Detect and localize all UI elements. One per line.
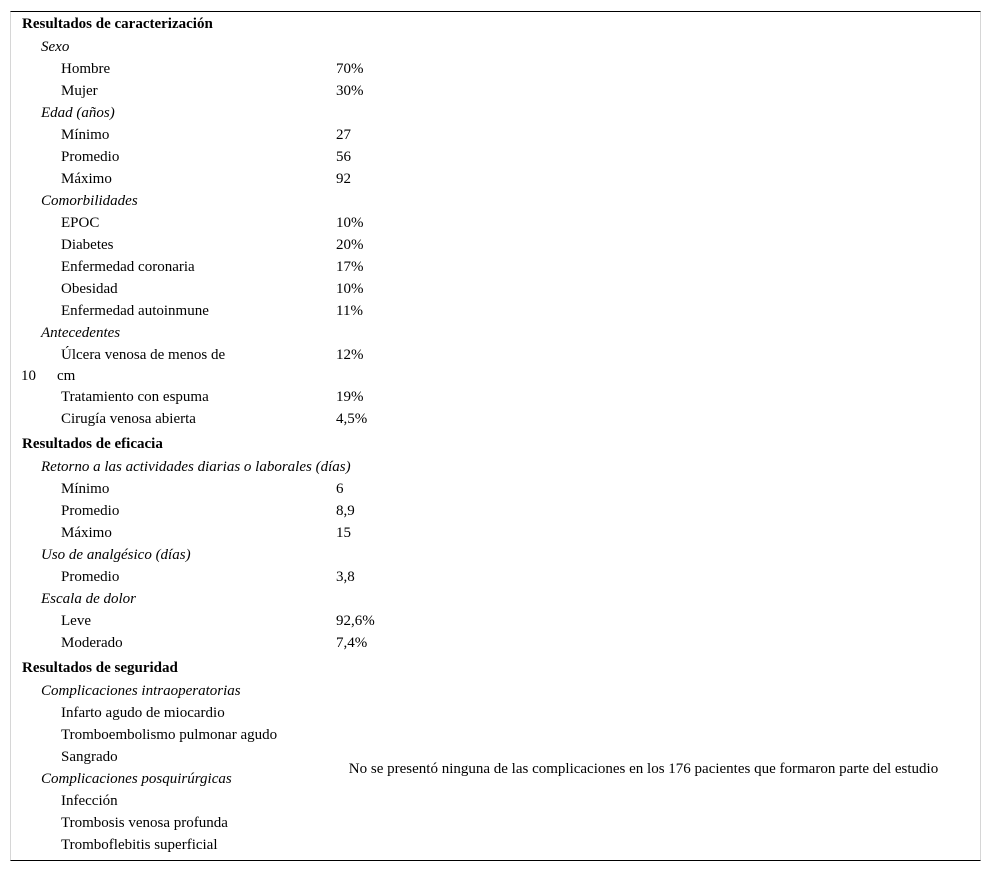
table-row [11, 566, 980, 588]
subheading-label: Comorbilidades [41, 193, 138, 209]
section-title-eficacia: Resultados de eficacia [22, 436, 163, 452]
table-row [11, 234, 980, 256]
subheading-sexo [11, 36, 980, 58]
row-label: Cirugía venosa abierta [61, 411, 196, 427]
subheading-label: Sexo [41, 39, 70, 55]
row-label: Enfermedad autoinmune [61, 303, 209, 319]
row-label: Máximo [61, 525, 112, 541]
row-value: 10% [336, 215, 364, 231]
row-label-unit: cm [57, 368, 76, 384]
results-table [10, 11, 981, 861]
row-label: Sangrado [61, 749, 118, 765]
row-label: Enfermedad coronaria [61, 259, 195, 275]
table-row [11, 632, 980, 654]
subheading-edad [11, 102, 980, 124]
row-label: Infarto agudo de miocardio [61, 705, 225, 721]
row-value: 30% [336, 83, 364, 99]
subheading-retorno [11, 456, 980, 478]
row-label-number: 10 [21, 368, 36, 384]
row-label: Leve [61, 613, 91, 629]
row-label: Mujer [61, 83, 98, 99]
row-value: 8,9 [336, 503, 355, 519]
complications-note: No se presentó ninguna de las complicaciones en los 176 pacientes que formaron parte del estudio [348, 761, 939, 777]
table-row [11, 724, 980, 746]
row-label: Mínimo [61, 127, 110, 143]
row-label: Tromboflebitis superficial [61, 837, 218, 853]
table-row [11, 146, 980, 168]
table-row [11, 278, 980, 300]
subheading-label: Escala de dolor [41, 591, 136, 607]
table-row [11, 500, 980, 522]
table-row [11, 408, 980, 430]
table-row [11, 124, 980, 146]
subheading-label: Uso de analgésico (días) [41, 547, 191, 563]
table-row [11, 522, 980, 544]
row-value: 20% [336, 237, 364, 253]
table-row [11, 478, 980, 500]
row-value: 70% [336, 61, 364, 77]
table-row [11, 212, 980, 234]
section-title-seguridad: Resultados de seguridad [22, 660, 178, 676]
subheading-comorbilidades [11, 190, 980, 212]
subheading-label: Complicaciones intraoperatorias [41, 683, 241, 699]
row-value: 7,4% [336, 635, 368, 651]
row-value: 92,6% [336, 613, 375, 629]
subheading-label: Retorno a las actividades diarias o laborales (días) [41, 459, 351, 475]
table-row [11, 610, 980, 632]
table-row [11, 790, 980, 812]
table-row [11, 80, 980, 102]
table-row [11, 256, 980, 278]
table-row [11, 168, 980, 190]
row-value: 15 [336, 525, 351, 541]
subheading-label: Complicaciones posquirúrgicas [41, 771, 232, 787]
subheading-dolor [11, 588, 980, 610]
subheading-label: Edad (años) [41, 105, 115, 121]
row-label: Moderado [61, 635, 123, 651]
row-label: Trombosis venosa profunda [61, 815, 228, 831]
row-label: Tromboembolismo pulmonar agudo [61, 727, 278, 743]
table-row [11, 58, 980, 80]
section-title-caracterizacion: Resultados de caracterización [22, 16, 213, 32]
row-value: 17% [336, 259, 364, 275]
table-row [11, 300, 980, 322]
row-value: 12% [336, 347, 364, 363]
row-label: Hombre [61, 61, 111, 77]
row-value: 4,5% [336, 411, 368, 427]
row-label: Máximo [61, 171, 112, 187]
row-label: Promedio [61, 149, 120, 165]
row-label: Úlcera venosa de menos de [61, 347, 226, 363]
table-row [11, 812, 980, 834]
subheading-antecedentes [11, 322, 980, 344]
row-label: EPOC [61, 215, 100, 231]
row-label: Diabetes [61, 237, 114, 253]
row-value: 56 [336, 149, 351, 165]
row-value: 27 [336, 127, 351, 143]
row-value: 6 [336, 481, 344, 497]
table-row [11, 344, 980, 366]
table-row [11, 702, 980, 724]
row-label: Infección [61, 793, 118, 809]
row-value: 10% [336, 281, 364, 297]
row-label: Obesidad [61, 281, 118, 297]
table-row [11, 834, 980, 856]
row-value: 11% [336, 303, 363, 319]
row-label: Tratamiento con espuma [61, 389, 209, 405]
table-row [11, 386, 980, 408]
row-label: Mínimo [61, 481, 110, 497]
subheading-analgesico [11, 544, 980, 566]
row-value: 19% [336, 389, 364, 405]
row-value: 92 [336, 171, 351, 187]
subheading-intraoperatorias [11, 680, 980, 702]
row-label: Promedio [61, 569, 120, 585]
row-value: 3,8 [336, 569, 355, 585]
row-label: Promedio [61, 503, 120, 519]
table-row-continuation [11, 365, 980, 387]
subheading-label: Antecedentes [41, 325, 121, 341]
